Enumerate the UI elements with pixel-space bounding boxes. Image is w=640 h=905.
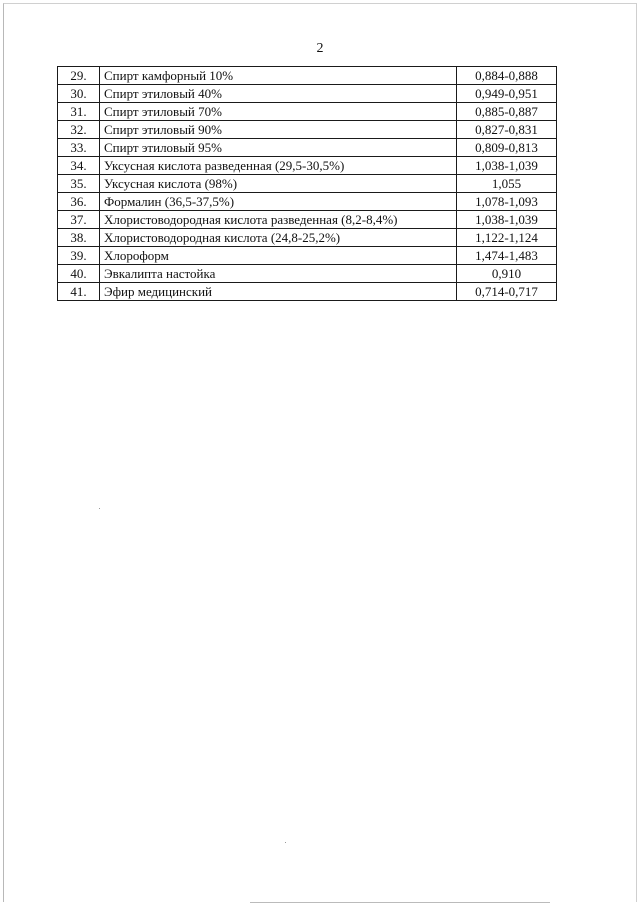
density-value: 0,949-0,951 — [457, 85, 557, 103]
table-row — [58, 247, 557, 265]
row-number: 37. — [58, 211, 100, 229]
table-row — [58, 67, 557, 85]
row-number: 38. — [58, 229, 100, 247]
density-value: 0,884-0,888 — [457, 67, 557, 85]
table-row — [58, 193, 557, 211]
row-number: 40. — [58, 265, 100, 283]
substance-name: Уксусная кислота разведенная (29,5-30,5%) — [100, 157, 457, 175]
row-number: 34. — [58, 157, 100, 175]
page-number: 2 — [316, 41, 324, 56]
table-row — [58, 175, 557, 193]
substance-name: Хлороформ — [100, 247, 457, 265]
density-value: 0,714-0,717 — [457, 283, 557, 301]
density-value: 1,038-1,039 — [457, 211, 557, 229]
row-number: 33. — [58, 139, 100, 157]
substance-name: Формалин (36,5-37,5%) — [100, 193, 457, 211]
table-row — [58, 229, 557, 247]
scan-edge-line — [250, 902, 550, 903]
density-table — [57, 66, 557, 301]
substance-name: Хлористоводородная кислота (24,8-25,2%) — [100, 229, 457, 247]
table-row — [58, 265, 557, 283]
substance-name: Спирт этиловый 40% — [100, 85, 457, 103]
substance-name: Эвкалипта настойка — [100, 265, 457, 283]
substance-name: Хлористоводородная кислота разведенная (8,2-8,4%) — [100, 211, 457, 229]
scan-speck — [99, 508, 100, 509]
row-number: 36. — [58, 193, 100, 211]
table-row — [58, 103, 557, 121]
density-value: 0,827-0,831 — [457, 121, 557, 139]
density-value: 1,122-1,124 — [457, 229, 557, 247]
substance-name: Уксусная кислота (98%) — [100, 175, 457, 193]
row-number: 30. — [58, 85, 100, 103]
table-row — [58, 121, 557, 139]
density-value: 1,474-1,483 — [457, 247, 557, 265]
density-value: 0,885-0,887 — [457, 103, 557, 121]
table-row — [58, 157, 557, 175]
substance-name: Спирт камфорный 10% — [100, 67, 457, 85]
substance-name: Спирт этиловый 90% — [100, 121, 457, 139]
row-number: 41. — [58, 283, 100, 301]
density-value: 0,809-0,813 — [457, 139, 557, 157]
table-row — [58, 211, 557, 229]
table-row — [58, 283, 557, 301]
row-number: 31. — [58, 103, 100, 121]
density-value: 1,078-1,093 — [457, 193, 557, 211]
scan-speck — [285, 842, 286, 843]
density-value: 0,910 — [457, 265, 557, 283]
row-number: 35. — [58, 175, 100, 193]
row-number: 32. — [58, 121, 100, 139]
row-number: 39. — [58, 247, 100, 265]
table-row — [58, 85, 557, 103]
substance-name: Спирт этиловый 70% — [100, 103, 457, 121]
density-value: 1,055 — [457, 175, 557, 193]
substance-name: Эфир медицинский — [100, 283, 457, 301]
density-value: 1,038-1,039 — [457, 157, 557, 175]
substance-name: Спирт этиловый 95% — [100, 139, 457, 157]
table-row — [58, 139, 557, 157]
row-number: 29. — [58, 67, 100, 85]
